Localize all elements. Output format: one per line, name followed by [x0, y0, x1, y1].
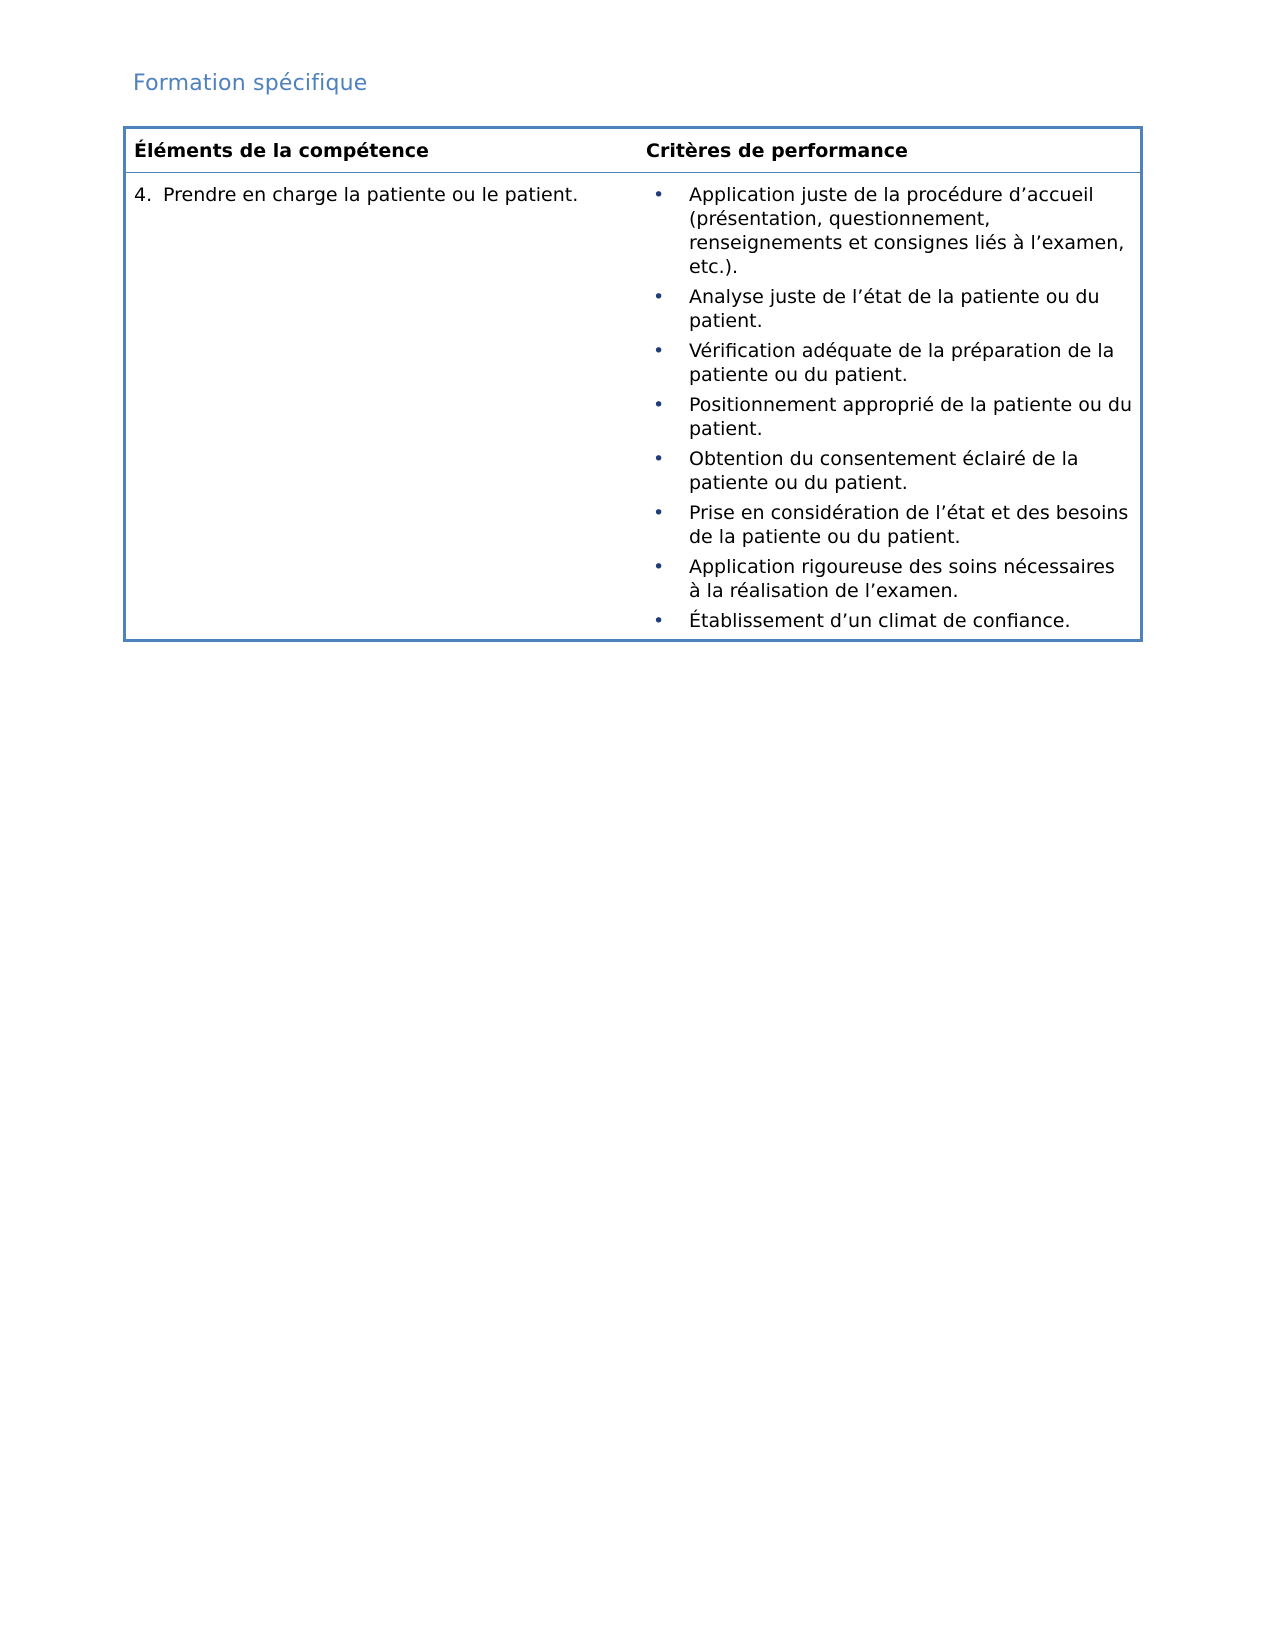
bullet-icon: • [653, 394, 665, 416]
element-item [134, 183, 630, 207]
table-header-row [125, 128, 1142, 173]
criterion-item [646, 285, 1132, 333]
criterion-item [646, 501, 1132, 549]
header-criteria: Critères de performance [638, 128, 1142, 173]
criterion-text: Établissement d’un climat de confiance. [689, 610, 1071, 632]
criterion-item [646, 447, 1132, 495]
bullet-icon: • [653, 502, 665, 524]
competence-table [123, 126, 1143, 642]
bullet-icon: • [653, 556, 665, 578]
bullet-icon: • [653, 184, 665, 206]
criterion-item [646, 609, 1132, 633]
criterion-text: Obtention du consentement éclairé de la patiente ou du patient. [689, 448, 1079, 494]
criteria-cell [638, 173, 1142, 641]
table-row [125, 173, 1142, 641]
criterion-item [646, 393, 1132, 441]
element-number: 4. [134, 184, 153, 206]
section-title: Formation spécifique [133, 71, 368, 96]
criterion-text: Application juste de la procédure d’accueil (présentation, questionnement, renseignements et consignes liés à l’examen, etc.). [689, 184, 1125, 278]
criterion-text: Vérification adéquate de la préparation de la patiente ou du patient. [689, 340, 1115, 386]
criterion-item [646, 339, 1132, 387]
criterion-text: Prise en considération de l’état et des besoins de la patiente ou du patient. [689, 502, 1129, 548]
element-cell [125, 173, 639, 641]
element-text: Prendre en charge la patiente ou le patient. [163, 184, 579, 206]
criterion-text: Application rigoureuse des soins nécessaires à la réalisation de l’examen. [689, 556, 1115, 602]
header-elements: Éléments de la compétence [125, 128, 639, 173]
criterion-item [646, 183, 1132, 279]
criterion-text: Positionnement approprié de la patiente ou du patient. [689, 394, 1133, 440]
bullet-icon: • [653, 286, 665, 308]
criterion-item [646, 555, 1132, 603]
criteria-list [646, 183, 1132, 633]
criterion-text: Analyse juste de l’état de la patiente ou du patient. [689, 286, 1100, 332]
bullet-icon: • [653, 448, 665, 470]
bullet-icon: • [653, 340, 665, 362]
bullet-icon: • [653, 610, 665, 632]
